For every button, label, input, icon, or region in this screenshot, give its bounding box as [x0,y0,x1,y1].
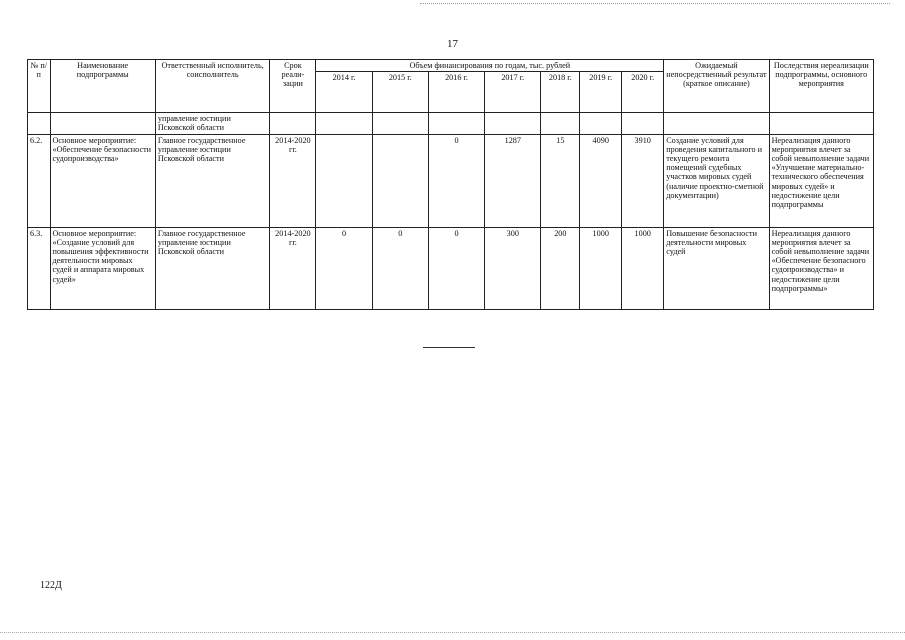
cell-value: 15 [541,134,580,227]
header-funding: Объем финансирования по годам, тыс. рублей [316,60,664,72]
cell-responsible: Главное государственное управление юстиции Псковской области [155,134,270,227]
cell-responsible: Главное государственное управление юстиции Псковской области [155,227,270,309]
cell-empty [316,113,372,134]
header-year: 2020 г. [622,72,664,113]
cell-empty [485,113,541,134]
cell-result: Повышение безопасности деятельности мировых судей [664,227,769,309]
cell-empty [541,113,580,134]
cell-value: 200 [541,227,580,309]
cell-empty [428,113,484,134]
scan-artifact-bottom [0,632,905,633]
cell-num: 6.2. [28,134,51,227]
page-number: 17 [447,38,458,50]
header-year: 2019 г. [580,72,622,113]
header-result: Ожидаемый непосредственный результат (краткое описание) [664,60,769,113]
cell-value: 0 [372,227,428,309]
cell-name: Основное мероприятие: «Обеспечение безопасности судопроизводства» [50,134,155,227]
header-year: 2014 г. [316,72,372,113]
cell-value: 1000 [580,227,622,309]
footer-code: 122Д [40,580,62,591]
financing-table [27,59,874,310]
cell-num: 6.3. [28,227,51,309]
cell-empty [622,113,664,134]
cell-consequences: Нереализация данного мероприятия влечет за собой невыполнение задачи «Обеспечение безопасного судопроизводства» и недостижение цели подпрограммы» [769,227,873,309]
header-name: Наименование подпрограммы [50,60,155,113]
table-row [28,134,874,227]
cell-value: 1287 [485,134,541,227]
cell-value: 300 [485,227,541,309]
header-year: 2015 г. [372,72,428,113]
cell-empty [580,113,622,134]
table-row [28,227,874,309]
table-row-continuation [28,113,874,134]
header-term: Срок реали-зации [270,60,316,113]
cell-empty [372,113,428,134]
cell-value: 1000 [622,227,664,309]
cell-term: 2014-2020 гг. [270,134,316,227]
cell-value: 4090 [580,134,622,227]
header-year: 2018 г. [541,72,580,113]
cell-empty [664,113,769,134]
cell-value: 0 [428,134,484,227]
cell-term: 2014-2020 гг. [270,227,316,309]
header-responsible: Ответственный исполнитель, соисполнитель [155,60,270,113]
cell-responsible: управление юстиции Псковской области [155,113,270,134]
header-num: № п/п [28,60,51,113]
table-header-row [28,60,874,72]
separator-line [423,347,475,348]
cell-empty [270,113,316,134]
cell-value: 0 [316,227,372,309]
cell-consequences: Нереализация данного мероприятия влечет за собой невыполнение задачи «Улучшение материально-технического обеспечения мировых судей» и недостижение цели подпрограммы [769,134,873,227]
cell-value: 3910 [622,134,664,227]
cell-empty [50,113,155,134]
cell-empty [28,113,51,134]
header-consequences: Последствия нереализации подпрограммы, основного мероприятия [769,60,873,113]
cell-result: Создание условий для проведения капитального и текущего ремонта помещений судебных участков мировых судей (наличие проектно-сметной документации) [664,134,769,227]
scan-artifact-top [420,3,890,4]
cell-empty [769,113,873,134]
cell-name: Основное мероприятие: «Создание условий для повышения эффективности деятельности мировых судей и аппарата мировых судей» [50,227,155,309]
cell-value: 0 [428,227,484,309]
header-year: 2016 г. [428,72,484,113]
cell-value [316,134,372,227]
header-year: 2017 г. [485,72,541,113]
cell-value [372,134,428,227]
